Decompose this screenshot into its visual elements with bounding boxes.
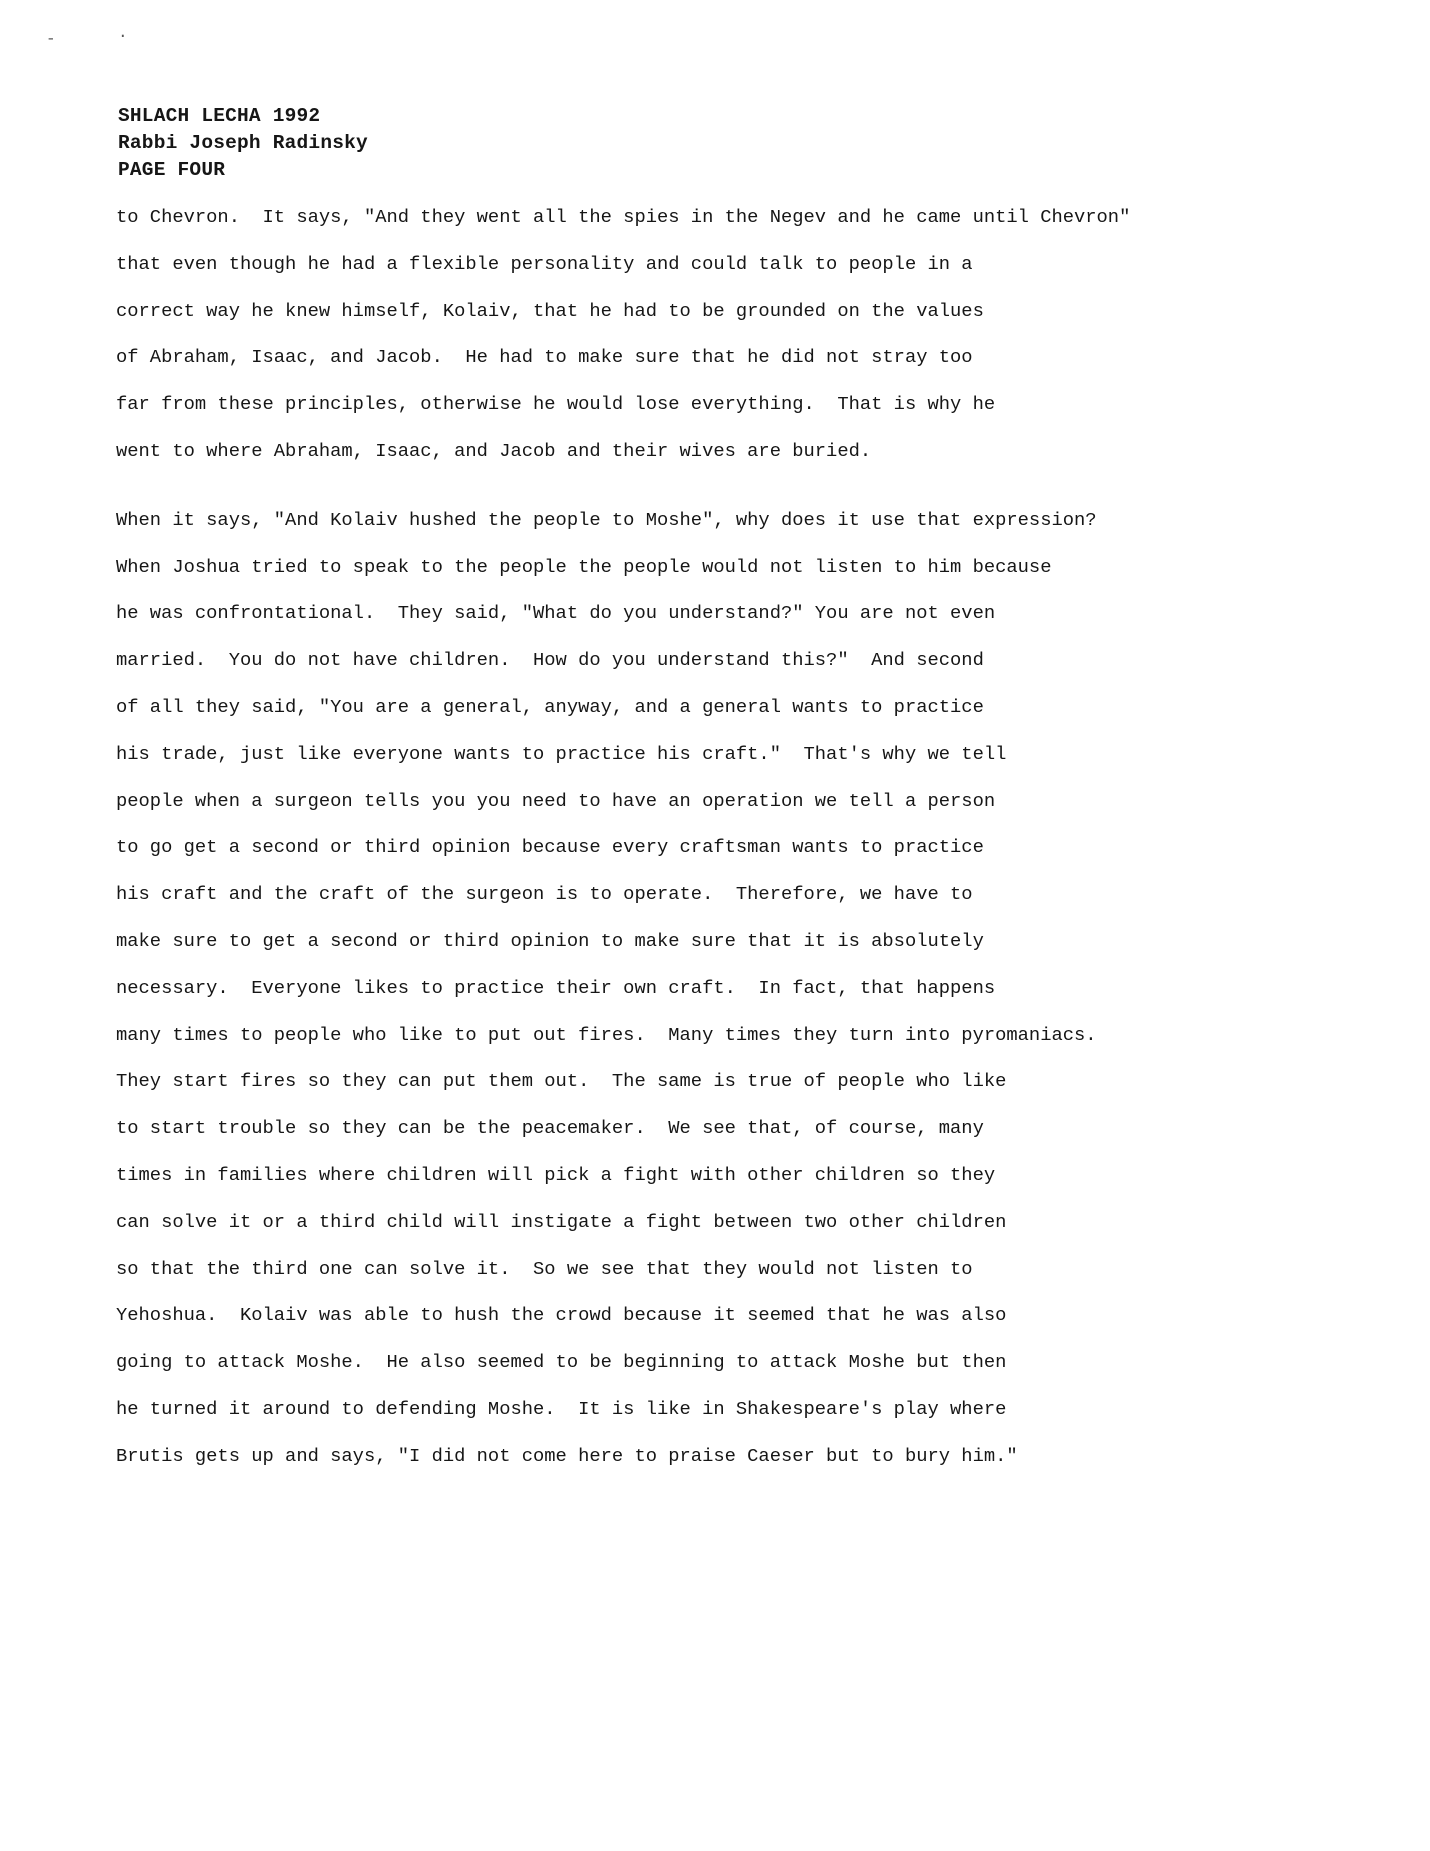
document-body: [116, 194, 1390, 1480]
text-line: When it says, "And Kolaiv hushed the people to Moshe", why does it use that expression?: [116, 508, 1097, 531]
text-line: so that the third one can solve it. So we see that they would not listen to: [116, 1257, 973, 1280]
text-line: times in families where children will pick a fight with other children so they: [116, 1163, 996, 1186]
text-line: They start fires so they can put them out. The same is true of people who like: [116, 1070, 1007, 1093]
text-line: make sure to get a second or third opinion to make sure that it is absolutely: [116, 929, 984, 952]
text-line: of all they said, "You are a general, anyway, and a general wants to practice: [116, 695, 984, 718]
text-line: he was confrontational. They said, "What do you understand?" You are not even: [116, 602, 996, 625]
text-line: married. You do not have children. How do you understand this?" And second: [116, 649, 984, 672]
text-line: to start trouble so they can be the peacemaker. We see that, of course, many: [116, 1117, 984, 1140]
text-line: going to attack Moshe. He also seemed to be beginning to attack Moshe but then: [116, 1351, 1007, 1374]
text-line: to Chevron. It says, "And they went all the spies in the Negev and he came until Chevron": [116, 206, 1131, 228]
document-header: [118, 103, 368, 184]
text-line: his craft and the craft of the surgeon is to operate. Therefore, we have to: [116, 883, 973, 906]
text-line: necessary. Everyone likes to practice their own craft. In fact, that happens: [116, 976, 996, 999]
text-line: went to where Abraham, Isaac, and Jacob and their wives are buried.: [116, 439, 872, 462]
text-line: people when a surgeon tells you you need to have an operation we tell a person: [116, 789, 996, 812]
text-line: far from these principles, otherwise he would lose everything. That is why he: [116, 393, 996, 416]
text-line: Yehoshua. Kolaiv was able to hush the crowd because it seemed that he was also: [116, 1304, 1007, 1327]
scan-speck-dash: -: [46, 30, 56, 48]
header-line: Rabbi Joseph Radinsky: [118, 132, 368, 154]
text-line: to go get a second or third opinion because every craftsman wants to practice: [116, 836, 984, 859]
paragraph-2: [116, 497, 1390, 1480]
scan-speck-dot: .: [118, 24, 128, 42]
text-line: many times to people who like to put out fires. Many times they turn into pyromaniacs.: [116, 1023, 1097, 1046]
text-line: his trade, just like everyone wants to practice his craft." That's why we tell: [116, 742, 1007, 765]
text-line: that even though he had a flexible personality and could talk to people in a: [116, 252, 973, 275]
header-line: PAGE FOUR: [118, 159, 226, 181]
text-line: correct way he knew himself, Kolaiv, that he had to be grounded on the values: [116, 299, 984, 322]
text-line: Brutis gets up and says, "I did not come here to praise Caeser but to bury him.": [116, 1444, 1018, 1467]
paragraph-1: [116, 194, 1390, 475]
text-line: can solve it or a third child will instigate a fight between two other children: [116, 1210, 1007, 1233]
text-line: he turned it around to defending Moshe. It is like in Shakespeare's play where: [116, 1397, 1007, 1420]
header-line: SHLACH LECHA 1992: [118, 105, 321, 127]
text-line: of Abraham, Isaac, and Jacob. He had to make sure that he did not stray too: [116, 346, 973, 369]
text-line: When Joshua tried to speak to the people the people would not listen to him because: [116, 555, 1052, 578]
